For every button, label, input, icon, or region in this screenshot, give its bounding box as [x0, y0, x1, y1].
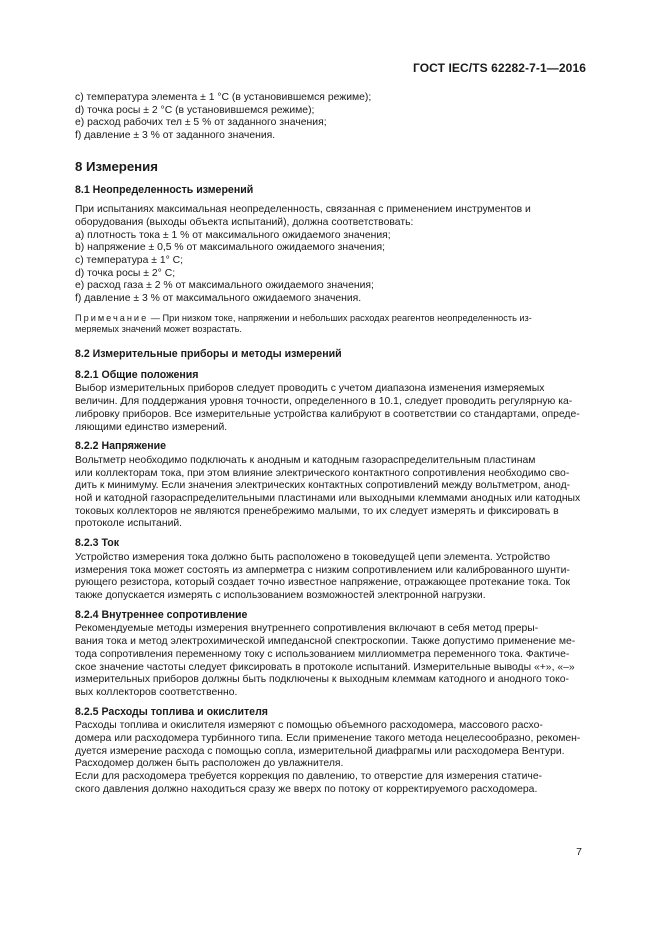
paragraph-line: также допускается измерять с использованием возможностей электронной нагрузки.: [75, 589, 486, 601]
paragraph-line: Выбор измерительных приборов следует проводить с учетом диапазона изменения измеряемых: [75, 383, 545, 395]
list-item: d) точка росы ± 2° С;: [75, 267, 176, 279]
section-8-2-5-title: 8.2.5 Расходы топлива и окислителя: [75, 705, 268, 718]
intro-list: [75, 92, 583, 143]
section-8-1-body: [75, 204, 583, 336]
paragraph-line: измерительных приборов должны быть подключены к выходным клеммам катодного и анодного токо-: [75, 674, 569, 686]
document-header: ГОСТ IEC/TS 62282-7-1—2016: [412, 61, 586, 75]
paragraph-line: измерения тока может состоять из амперметра с низким сопротивлением или калиброванного шунти-: [75, 564, 570, 576]
paragraph-line: ское значение частоты следует фиксировать в протоколе испытаний. Измерительные выводы «+», «–»: [75, 661, 575, 673]
paragraph-line-text: При испытаниях максимальная неопределенность, связанная с применением инструментов и: [75, 204, 531, 216]
paragraph-line: Рекомендуемые методы измерения внутреннего сопротивления включают в себя метод преры-: [75, 623, 539, 635]
paragraph-line: Если для расходомера требуется коррекция по давлению, то отверстие для измерения статиче-: [75, 771, 543, 783]
section-8-2-1-title: 8.2.1 Общие положения: [75, 368, 199, 381]
paragraph-line: величин. Для поддержания уровня точности, определенного в 10.1, следует проводить регулярную ка-: [75, 396, 573, 408]
section-8-1-title: 8.1 Неопределенность измерений: [75, 183, 254, 196]
section-8-2-2-body: [75, 455, 583, 531]
list-item: f) давление ± 3 % от заданного значения.: [75, 130, 276, 142]
section-8-2-4-title: 8.2.4 Внутреннее сопротивление: [75, 608, 248, 621]
list-item: c) температура ± 1° С;: [75, 255, 184, 267]
list-item: a) плотность тока ± 1 % от максимального ожидаемого значения;: [75, 229, 391, 241]
section-8-2-3-body: [75, 552, 583, 603]
list-item: f) давление ± 3 % от максимального ожидаемого значения.: [75, 293, 362, 305]
section-8-2-title: 8.2 Измерительные приборы и методы измерений: [75, 348, 342, 361]
paragraph-line: дить к минимуму. Если значения электрических контактных сопротивлений между вольтметром, анод-: [75, 480, 571, 492]
section-8-2-2-title: 8.2.2 Напряжение: [75, 440, 167, 453]
note-label: Примечание: [75, 312, 149, 323]
paragraph-line: домера или расходомера турбинного типа. Если применение такого метода нецелесообразно, рекомен-: [75, 733, 581, 745]
section-8-2-1-body: [75, 383, 583, 434]
paragraph-line: ского давления должно находиться сразу же вверх по потоку от корректируемого расходомера.: [75, 783, 538, 795]
section-8-2-3-title: 8.2.3 Ток: [75, 537, 120, 550]
note-text: — При низком токе, напряжении и небольших расходах реагентов неопределенность из-: [148, 312, 532, 323]
section-8-2-5-body: [75, 720, 583, 796]
paragraph-line: токовых коллекторов не являются пренебрежимо малыми, то их следует измерять и фиксировать в: [75, 505, 559, 517]
section-8-title: 8 Измерения: [75, 158, 158, 174]
list-item: d) точка росы ± 2 °С (в установившемся режиме);: [75, 104, 315, 116]
note-line: меряемых значений может возрастать.: [75, 324, 242, 335]
paragraph-line: Расходомер должен быть расположен до увлажнителя.: [75, 758, 344, 770]
paragraph-line: или коллекторам тока, при этом влияние электрического контактного сопротивления необходимо сво-: [75, 467, 570, 479]
paragraph-line: рующего резистора, который создает точно известное напряжение, отражающее протекание тока. Ток: [75, 577, 571, 589]
paragraph-line: оборудования (выходы объекта испытаний), должна соответствовать:: [75, 216, 414, 228]
paragraph-line: вания тока и метод электрохимической импедансной спектроскопии. Также допустимо применение ме-: [75, 636, 576, 648]
section-8-2-4-body: [75, 623, 583, 699]
note-line: [75, 313, 583, 325]
page-content: [75, 92, 583, 797]
list-item: c) температура элемента ± 1 °С (в установившемся режиме);: [75, 92, 372, 103]
list-item: b) напряжение ± 0,5 % от максимального ожидаемого значения;: [75, 242, 385, 254]
note: [75, 313, 583, 336]
paragraph-line: дуется измерение расхода с помощью сопла, измерительной диафрагмы или расходомера Вентури.: [75, 745, 565, 757]
list-item: e) расход газа ± 2 % от максимального ожидаемого значения;: [75, 280, 374, 292]
page-number: 7: [576, 846, 582, 858]
paragraph-line: Устройство измерения тока должно быть расположено в токоведущей цепи элемента. Устройство: [75, 551, 551, 563]
paragraph-line: Расходы топлива и окислителя измеряют с помощью объемного расходомера, массового расхо-: [75, 720, 543, 732]
paragraph-line: тода сопротивления переменному току с использованием миллиомметра переменного тока. Фактиче-: [75, 648, 570, 660]
paragraph-line: ной и катодной газораспределительными пластинами или выходными клеммами анодных или катодных: [75, 493, 581, 505]
list-item: е) расход рабочих тел ± 5 % от заданного значения;: [75, 117, 327, 129]
paragraph-line: протоколе испытаний.: [75, 518, 183, 530]
paragraph-line: ляющими единство измерений.: [75, 421, 228, 433]
paragraph-line: Вольтметр необходимо подключать к анодным и катодным газораспределительным пластинам: [75, 454, 536, 466]
paragraph-line: вых коллекторов соответственно.: [75, 686, 238, 698]
paragraph-line: либровку приборов. Все измерительные устройства калибруют в соответствии со стандартами, опреде-: [75, 408, 580, 420]
paragraph-line: [75, 204, 583, 217]
